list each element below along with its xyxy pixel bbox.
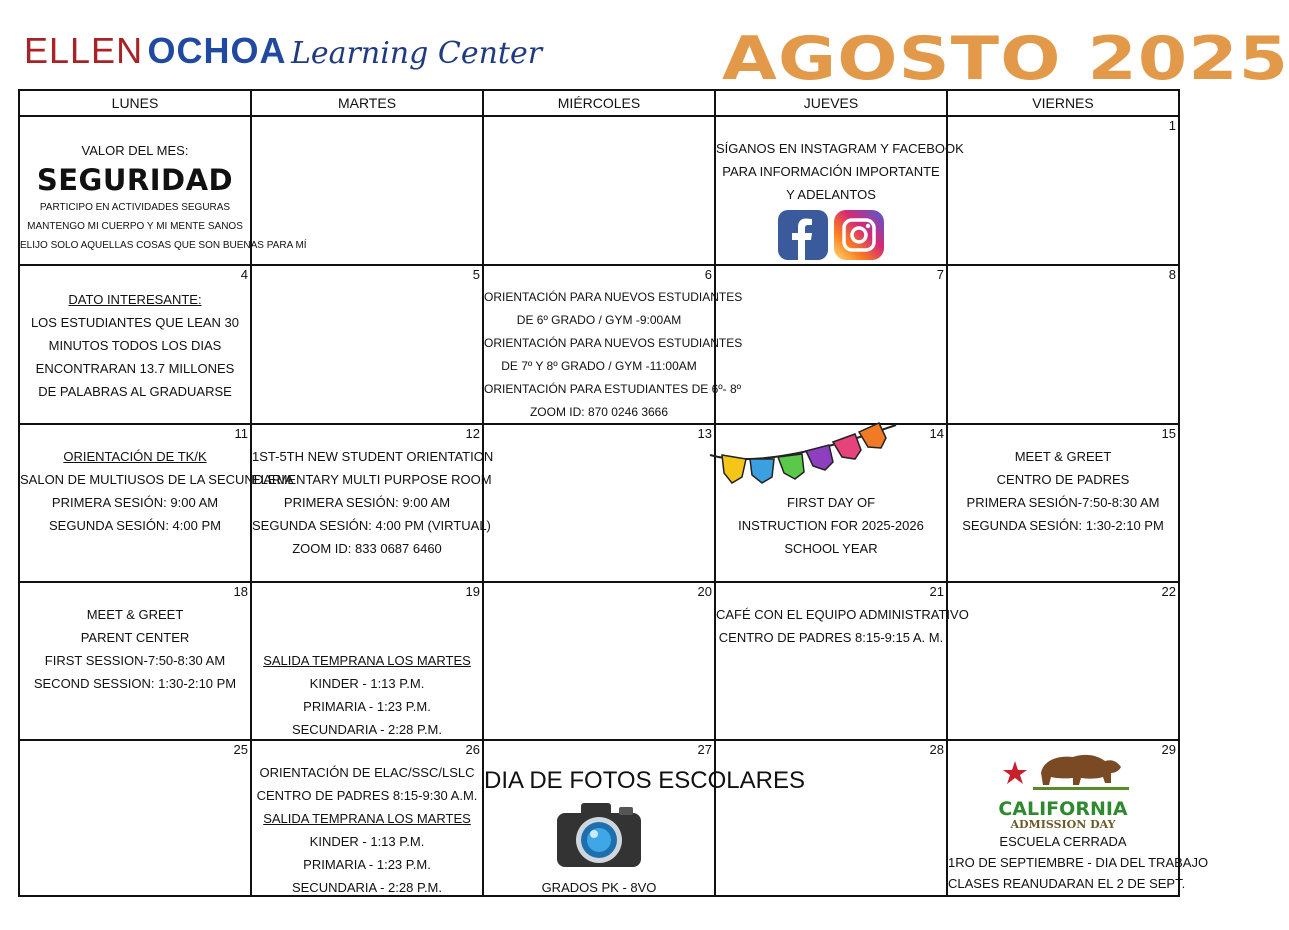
valor-line: PARTICIPO EN ACTIVIDADES SEGURAS bbox=[39, 202, 231, 214]
day-number: 4 bbox=[240, 266, 248, 282]
event-line: KINDER - 1:13 P.M. bbox=[309, 834, 425, 850]
event-line: CENTRO DE PADRES 8:15-9:15 A. M. bbox=[718, 630, 944, 646]
day-cell-miercoles-w3 bbox=[483, 424, 715, 583]
california-bear-flag-icon bbox=[993, 743, 1133, 805]
day-number: 5 bbox=[472, 266, 480, 282]
logo-subtext: ADMISSION DAY bbox=[1010, 818, 1116, 832]
week-row-1 bbox=[19, 116, 1179, 265]
event-line: DE 6º GRADO / GYM -9:00AM bbox=[516, 312, 682, 327]
valor-word: SEGURIDAD bbox=[36, 163, 234, 198]
day-number: 28 bbox=[929, 742, 944, 758]
brand-ochoa: OCHOA bbox=[147, 30, 287, 71]
pencil-banner-icon bbox=[706, 413, 906, 493]
event-line: PRIMARIA - 1:23 P.M. bbox=[303, 699, 431, 715]
day-cell-viernes-w3 bbox=[947, 424, 1179, 583]
event-line: ELEMENTARY MULTI PURPOSE ROOM bbox=[252, 471, 492, 487]
day-number: 21 bbox=[929, 584, 944, 600]
new-student-orientation bbox=[252, 445, 494, 560]
elac-orientation bbox=[252, 761, 482, 899]
event-title: SALIDA TEMPRANA LOS MARTES bbox=[263, 811, 471, 827]
early-dismissal bbox=[252, 649, 482, 741]
event-line: ZOOM ID: 870 0246 3666 bbox=[529, 404, 669, 419]
event-line: SECUNDARIA - 2:28 P.M. bbox=[291, 880, 443, 896]
day-cell-jueves-w5 bbox=[715, 740, 947, 896]
event-line: KINDER - 1:13 P.M. bbox=[309, 676, 425, 692]
event-title: ORIENTACIÓN DE TK/K bbox=[63, 448, 207, 464]
day-cell-martes-w2 bbox=[251, 265, 483, 424]
meet-and-greet-en bbox=[20, 603, 250, 695]
day-number: 8 bbox=[1168, 266, 1176, 282]
social-line: PARA INFORMACIÓN IMPORTANTE bbox=[722, 164, 940, 180]
day-cell-jueves-w2 bbox=[715, 265, 947, 424]
event-title: DIA DE FOTOS ESCOLARES bbox=[484, 767, 805, 795]
day-cell-miercoles-w2 bbox=[483, 265, 743, 424]
day-cell-lunes-w4 bbox=[19, 582, 251, 740]
day-number: 6 bbox=[704, 266, 712, 282]
day-cell-lunes-w1 bbox=[19, 116, 307, 265]
day-cell-jueves-w3 bbox=[715, 424, 947, 583]
event-line: ORIENTACIÓN PARA ESTUDIANTES DE 6º- 8º bbox=[484, 381, 742, 396]
day-cell-lunes-w3 bbox=[19, 424, 294, 583]
day-number: 12 bbox=[465, 425, 480, 441]
event-line: CAFÉ CON EL EQUIPO ADMINISTRATIVO bbox=[716, 607, 969, 623]
admission-day bbox=[948, 743, 1209, 894]
day-cell-martes-w4 bbox=[251, 582, 483, 740]
day-cell-miercoles-w5 bbox=[483, 740, 805, 896]
event-line: ENCONTRARAN 13.7 MILLONES bbox=[35, 360, 235, 376]
dato-interesante bbox=[20, 288, 250, 403]
social-line: Y ADELANTOS bbox=[786, 187, 876, 203]
day-cell-martes-w1 bbox=[251, 116, 483, 265]
orientation-events bbox=[484, 286, 743, 424]
calendar-grid bbox=[18, 89, 1209, 897]
social-media-note bbox=[716, 137, 964, 260]
school-photo-day bbox=[484, 765, 805, 899]
day-number: 1 bbox=[1168, 118, 1176, 134]
cafe-admin bbox=[716, 603, 969, 649]
event-line: PRIMARIA - 1:23 P.M. bbox=[303, 857, 431, 873]
week-row-3 bbox=[19, 424, 1179, 583]
day-number: 19 bbox=[465, 584, 480, 600]
tk-k-orientation bbox=[20, 445, 294, 537]
event-line: MEET & GREET bbox=[1014, 448, 1112, 464]
social-line: SÍGANOS EN INSTAGRAM Y FACEBOOK bbox=[716, 141, 964, 157]
instagram-icon bbox=[834, 210, 884, 260]
event-title: SALIDA TEMPRANA LOS MARTES bbox=[263, 653, 471, 669]
event-line: PARENT CENTER bbox=[80, 630, 190, 646]
weekday-martes: MARTES bbox=[251, 90, 483, 116]
day-number: 26 bbox=[465, 742, 480, 758]
school-brand bbox=[24, 30, 542, 72]
valor-line: ELIJO SOLO AQUELLAS COSAS QUE SON BUENAS PARA MÍ bbox=[20, 240, 307, 252]
social-icons bbox=[716, 210, 946, 260]
event-line: 1RO DE SEPTIEMBRE - DIA DEL TRABAJO bbox=[948, 855, 1209, 871]
event-line: CENTRO DE PADRES 8:15-9:30 A.M. bbox=[256, 788, 478, 804]
event-line: ESCUELA CERRADA bbox=[999, 834, 1127, 850]
event-line: SECUNDARIA - 2:28 P.M. bbox=[291, 722, 443, 738]
event-line: SCHOOL YEAR bbox=[784, 540, 878, 556]
day-number: 27 bbox=[697, 742, 712, 758]
weekday-viernes: VIERNES bbox=[947, 90, 1179, 116]
day-cell-viernes-w4 bbox=[947, 582, 1179, 740]
day-number: 7 bbox=[936, 266, 944, 282]
event-line: SALON DE MULTIUSOS DE LA SECUNDARIA bbox=[20, 471, 294, 487]
weekday-miercoles: MIÉRCOLES bbox=[483, 90, 715, 116]
event-line: ORIENTACIÓN PARA NUEVOS ESTUDIANTES bbox=[484, 335, 743, 350]
event-line: FIRST SESSION-7:50-8:30 AM bbox=[44, 653, 226, 669]
event-line: PRIMERA SESIÓN: 9:00 AM bbox=[51, 494, 219, 510]
day-number: 29 bbox=[1161, 742, 1176, 758]
day-cell-martes-w3 bbox=[251, 424, 494, 583]
logo-text: CALIFORNIA bbox=[998, 798, 1128, 821]
event-line: INSTRUCTION FOR 2025-2026 bbox=[738, 517, 924, 533]
day-cell-viernes-w2 bbox=[947, 265, 1179, 424]
event-line: SEGUNDA SESIÓN: 1:30-2:10 PM bbox=[962, 517, 1164, 533]
event-title: DATO INTERESANTE: bbox=[68, 291, 202, 307]
event-line: CLASES REANUDARAN EL 2 DE SEPT. bbox=[948, 876, 1186, 892]
day-number: 15 bbox=[1161, 425, 1176, 441]
event-line: DE 7º Y 8º GRADO / GYM -11:00AM bbox=[501, 358, 697, 373]
week-row-4 bbox=[19, 582, 1179, 740]
day-cell-jueves-w1 bbox=[715, 116, 964, 265]
day-number: 18 bbox=[233, 584, 248, 600]
event-line: MINUTOS TODOS LOS DIAS bbox=[48, 337, 222, 353]
day-cell-miercoles-w4 bbox=[483, 582, 715, 740]
event-line: ORIENTACIÓN DE ELAC/SSC/LSLC bbox=[259, 765, 475, 781]
event-line: MEET & GREET bbox=[86, 607, 184, 623]
event-line: ORIENTACIÓN PARA NUEVOS ESTUDIANTES bbox=[484, 289, 743, 304]
event-line: FIRST DAY OF bbox=[786, 494, 876, 510]
day-number: 25 bbox=[233, 742, 248, 758]
day-number: 22 bbox=[1161, 584, 1176, 600]
day-cell-lunes-w2 bbox=[19, 265, 251, 424]
event-caption: GRADOS PK - 8VO bbox=[541, 880, 657, 896]
day-cell-viernes-w5 bbox=[947, 740, 1209, 896]
event-line: DE PALABRAS AL GRADUARSE bbox=[38, 383, 232, 399]
weekday-header-row bbox=[19, 90, 1179, 116]
valor-label: VALOR DEL MES: bbox=[81, 143, 189, 159]
brand-ellen: ELLEN bbox=[24, 30, 144, 71]
first-day-of-school bbox=[716, 491, 946, 560]
month-title: AGOSTO 2025 bbox=[722, 24, 1289, 94]
day-cell-martes-w5 bbox=[251, 740, 483, 896]
camera-icon bbox=[553, 799, 645, 869]
event-line: PRIMERA SESIÓN-7:50-8:30 AM bbox=[966, 494, 1160, 510]
week-row-5 bbox=[19, 740, 1179, 896]
brand-learning-center: Learning Center bbox=[290, 36, 543, 71]
event-line: SECOND SESSION: 1:30-2:10 PM bbox=[33, 676, 237, 692]
day-cell-lunes-w5 bbox=[19, 740, 251, 896]
event-line: PRIMERA SESIÓN: 9:00 AM bbox=[283, 494, 451, 510]
weekday-lunes: LUNES bbox=[19, 90, 251, 116]
day-number: 20 bbox=[697, 584, 712, 600]
event-line: SEGUNDA SESIÓN: 4:00 PM bbox=[49, 517, 221, 533]
valor-del-mes bbox=[20, 139, 307, 255]
event-line: 1ST-5TH NEW STUDENT ORIENTATION bbox=[252, 448, 494, 464]
day-number: 11 bbox=[234, 425, 248, 441]
facebook-icon bbox=[778, 210, 828, 260]
weekday-jueves: JUEVES bbox=[715, 90, 947, 116]
day-number: 13 bbox=[697, 425, 712, 441]
calendar-header bbox=[0, 0, 1289, 94]
day-cell-jueves-w4 bbox=[715, 582, 969, 740]
day-cell-miercoles-w1 bbox=[483, 116, 715, 265]
week-row-2 bbox=[19, 265, 1179, 424]
event-line: ZOOM ID: 833 0687 6460 bbox=[292, 540, 442, 556]
day-cell-viernes-w1 bbox=[947, 116, 1179, 265]
event-line: LOS ESTUDIANTES QUE LEAN 30 bbox=[30, 314, 240, 330]
event-line: CENTRO DE PADRES bbox=[996, 471, 1130, 487]
day-number: 14 bbox=[929, 425, 944, 441]
event-line: SEGUNDA SESIÓN: 4:00 PM (VIRTUAL) bbox=[252, 517, 491, 533]
valor-line: MANTENGO MI CUERPO Y MI MENTE SANOS bbox=[27, 221, 243, 233]
meet-and-greet-es bbox=[948, 445, 1178, 537]
